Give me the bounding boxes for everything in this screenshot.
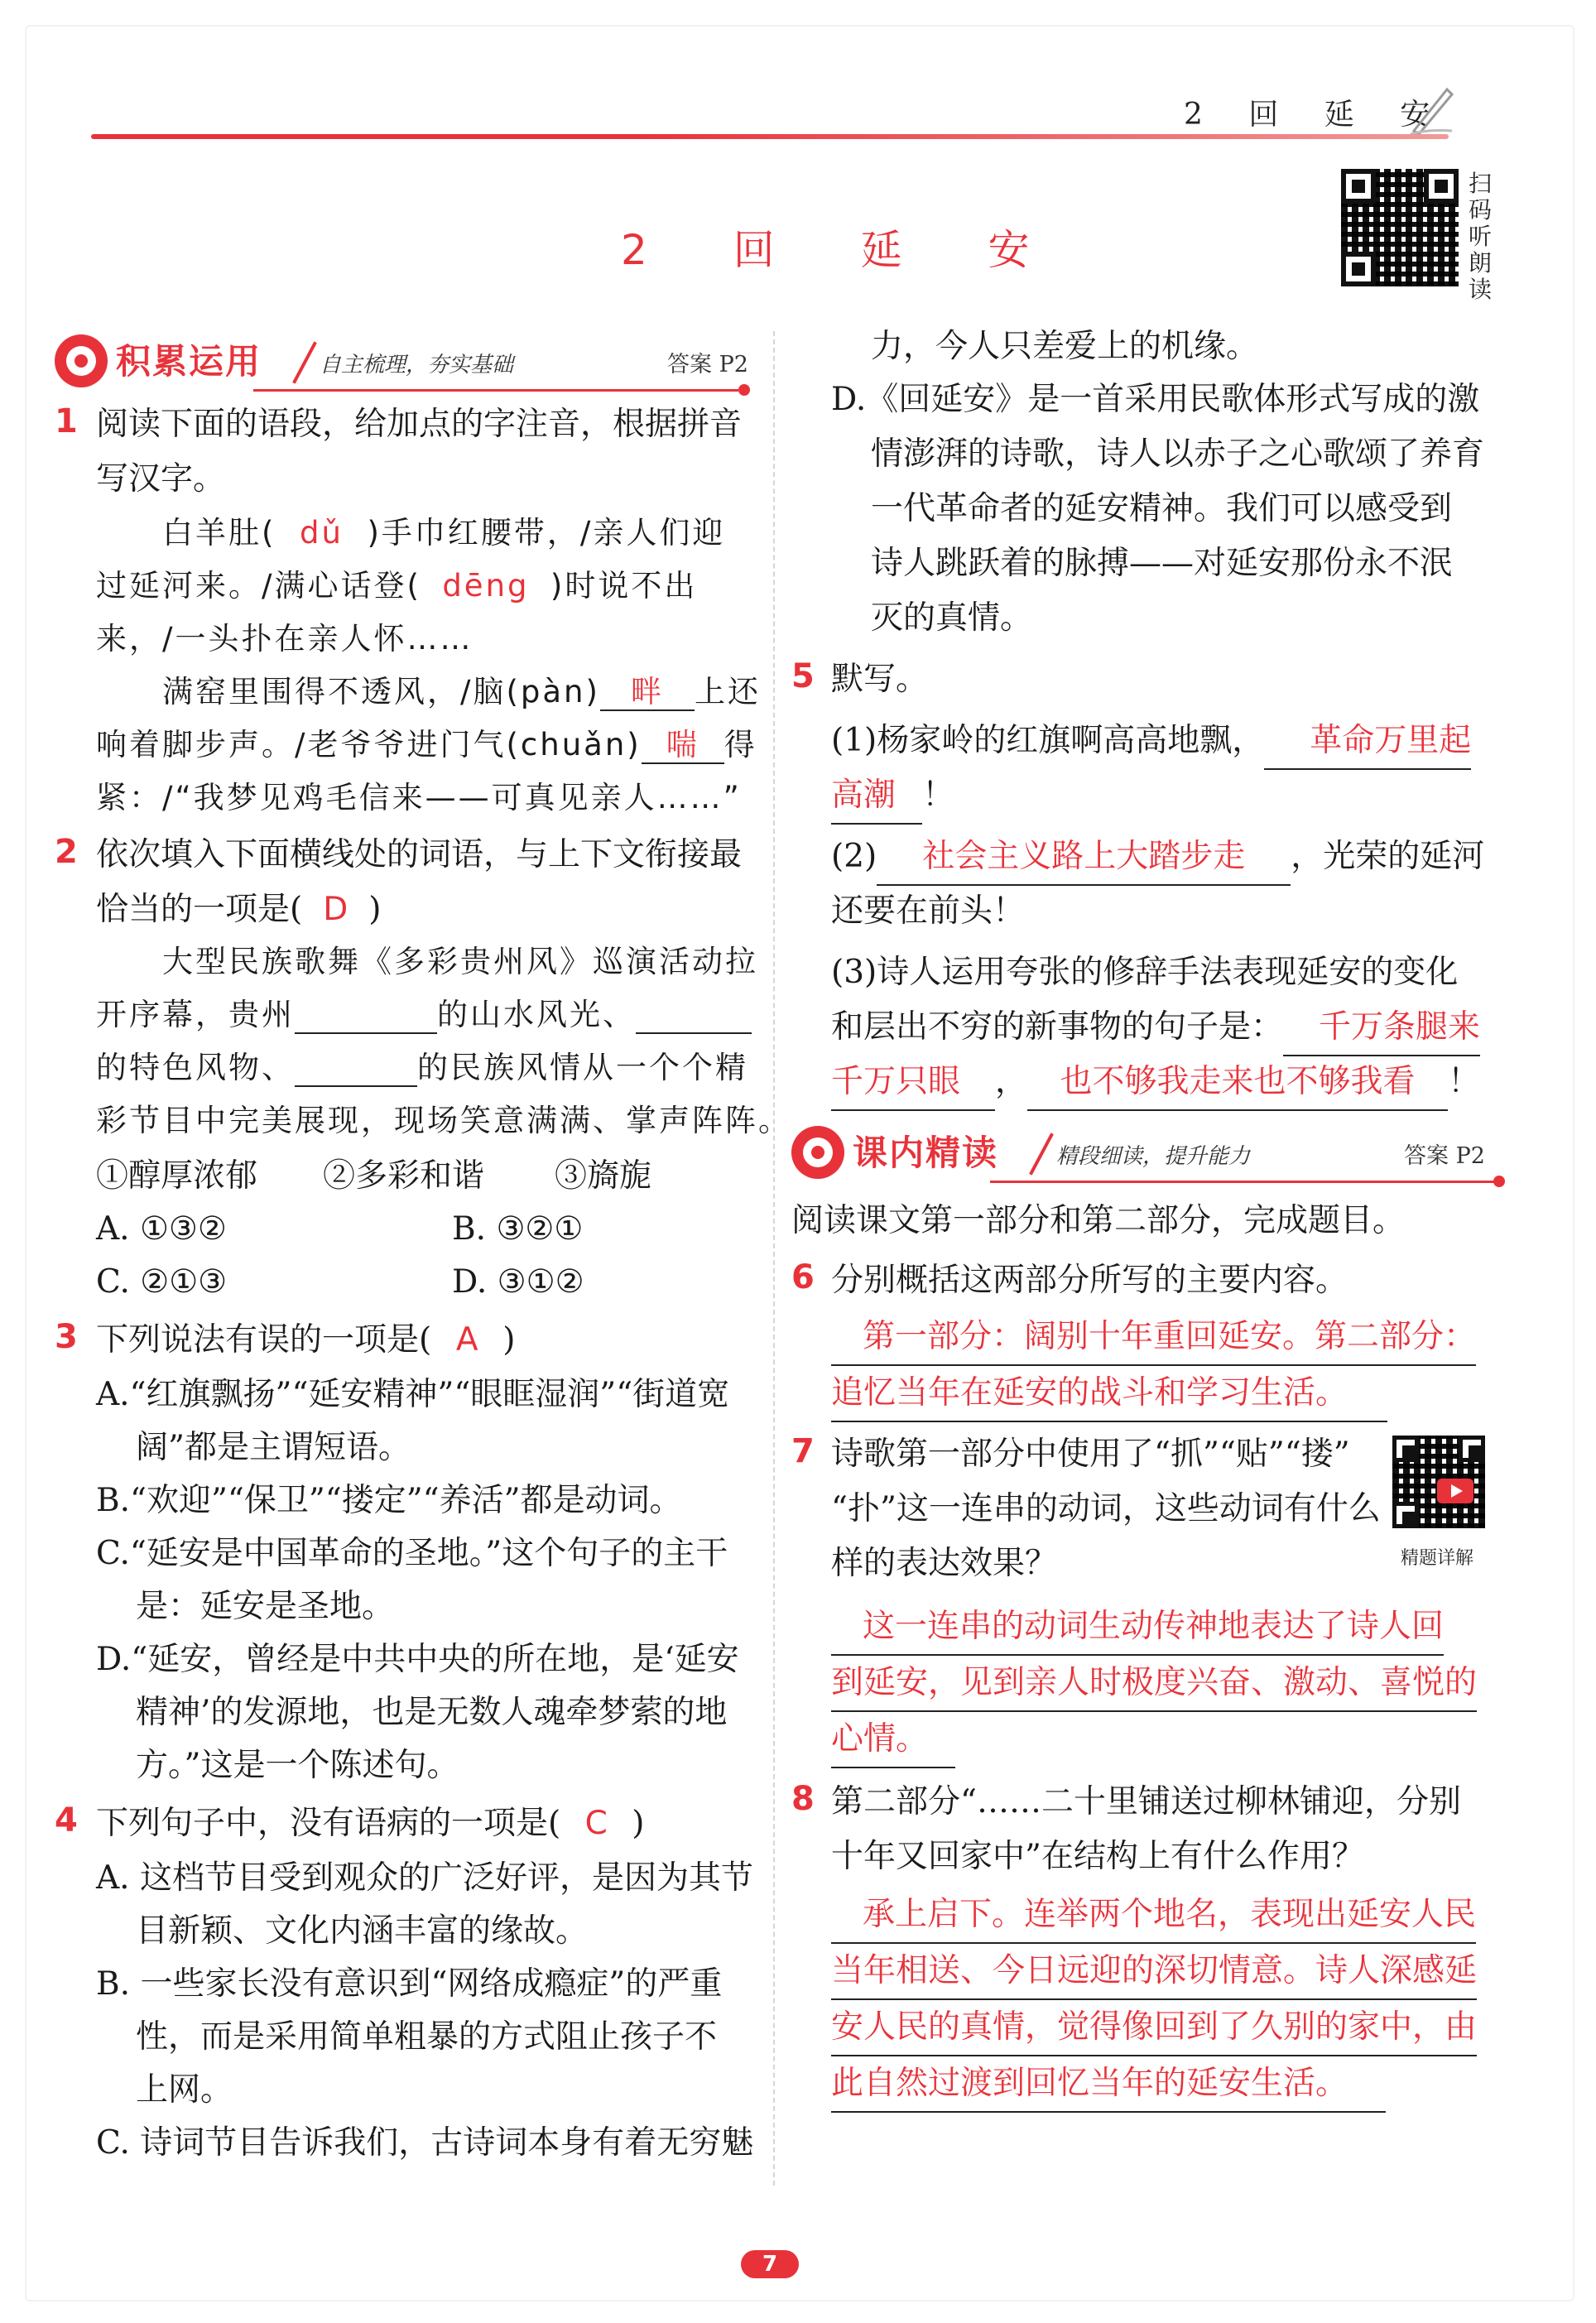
qr-caption: 扫码听朗读: [1469, 170, 1493, 303]
question-number: 1: [55, 402, 78, 440]
banner-dot: [1493, 1176, 1505, 1187]
q5-line: 还要在前头！: [831, 892, 1026, 930]
answer-choice: A: [455, 1321, 478, 1359]
word-option: ③旖旎: [555, 1157, 652, 1195]
word-option: ②多彩和谐: [323, 1157, 485, 1195]
section-name: 课内精读: [853, 1133, 999, 1173]
q1-stem-line: 写汉字。: [96, 460, 226, 498]
choice-option[interactable]: C. ②①③: [96, 1263, 228, 1301]
column-divider: [773, 331, 775, 2186]
answer-line: 当年相送、今日远迎的深切情意。诗人深感延: [831, 1944, 1477, 2000]
q8-stem-line: 十年又回家中”在结构上有什么作用？: [831, 1838, 1364, 1875]
answer-fill: 也不够我走来也不够我看: [1027, 1055, 1448, 1111]
q2-passage-line: 大型民族歌舞《多彩贵州风》巡演活动拉: [162, 944, 758, 979]
q1-passage-line: 过延河来。/满心话登( dēng )时说不出: [96, 560, 697, 613]
pen-icon: [1407, 83, 1457, 136]
q2-stem-line: 恰当的一项是( D ): [96, 883, 381, 937]
page-title: 2 回 延 安: [621, 226, 1066, 274]
answer-line: 安人民的真情，觉得像回到了久别的家中，由: [831, 2000, 1477, 2056]
choice-option: 力，今人只差爱上的机缘。: [871, 328, 1259, 365]
choice-option[interactable]: B. ③②①: [452, 1210, 584, 1248]
answer-char: 畔: [600, 676, 695, 711]
choice-option: 上网。: [136, 2071, 233, 2109]
q7-stem-line: “扑”这一连串的动词，这些动词有什么: [831, 1490, 1381, 1527]
choice-option: 目新颖、文化内涵丰富的缘故。: [136, 1912, 589, 1950]
choice-option: 是：延安是圣地。: [136, 1588, 395, 1625]
choice-option: 灭的真情。: [871, 599, 1033, 637]
question-number: 3: [55, 1318, 78, 1356]
answer-line: 追忆当年在延安的战斗和学习生活。: [831, 1366, 1387, 1422]
q1-passage-line: 来，/一头扑在亲人怀……: [96, 621, 474, 656]
choice-option: C.“延安是中国革命的圣地。”这个句子的主干: [96, 1535, 728, 1572]
choice-option: 阔”都是主谓短语。: [136, 1429, 411, 1466]
running-title: 2 回 延 安: [1184, 98, 1449, 132]
section-banner-kenei: [791, 1123, 1503, 1186]
answer-char: 喘: [642, 729, 724, 764]
choice-option: 一代革命者的延安精神。我们可以感受到: [871, 490, 1453, 527]
choice-option: B. 一些家长没有意识到“网络成瘾症”的严重: [96, 1965, 723, 2003]
choice-option: A.“红旗飘扬”“延安精神”“眼眶湿润”“街道宽: [96, 1376, 730, 1413]
answer-fill: 千万只眼: [831, 1055, 995, 1111]
header-rule: [91, 134, 1449, 139]
q2-passage-line: 的特色风物、 的民族风情从一个个精: [96, 1050, 748, 1085]
q5-stem: 默写。: [831, 661, 929, 698]
answer-line: 此自然过渡到回忆当年的延安生活。: [831, 2056, 1386, 2113]
q5-line: (1)杨家岭的红旗啊高高地飘， 革命万里起: [831, 714, 1471, 770]
section-name: 积累运用: [116, 341, 262, 382]
answer-line: 第一部分：阔别十年重回延安。第二部分：: [831, 1310, 1476, 1366]
answer-ref: 答案 P2: [667, 352, 748, 378]
answer-ref: 答案 P2: [1404, 1143, 1485, 1169]
q1-passage-line: 满窑里围得不透风，/脑(pàn) 畔 上还: [162, 674, 761, 709]
choice-option: D.“延安，曾经是中共中央的所在地，是‘延安: [96, 1641, 739, 1678]
choice-option[interactable]: D. ③①②: [452, 1263, 584, 1301]
choice-option: 方。”这是一个陈述句。: [136, 1747, 459, 1784]
q7-stem-line: 诗歌第一部分中使用了“抓”“贴”“搂”: [831, 1436, 1350, 1473]
answer-fill: 革命万里起: [1264, 714, 1471, 770]
question-number: 7: [791, 1432, 815, 1470]
q1-passage-line: 响着脚步声。/老爷爷进门气(chuǎn) 喘 得: [96, 727, 757, 762]
robot-icon: [791, 1126, 844, 1179]
choice-option: A. 这档节目受到观众的广泛好评，是因为其节: [96, 1859, 753, 1897]
q5-line: 高潮 ！: [831, 768, 954, 825]
q1-stem-line: 阅读下面的语段，给加点的字注音，根据拼音: [96, 406, 743, 443]
q5-line: (2) 社会主义路上大踏步走 ，光荣的延河: [831, 830, 1484, 886]
answer-fill: 社会主义路上大踏步走: [877, 830, 1291, 886]
q1-passage-line: 紧：/“我梦见鸡毛信来——可真见亲人……”: [96, 780, 742, 815]
banner-line: [990, 1181, 1495, 1183]
q2-stem-line: 依次填入下面横线处的词语，与上下文衔接最: [96, 836, 743, 873]
choice-option: C. 诗词节目告诉我们，古诗词本身有着无穷魅: [96, 2124, 754, 2162]
section-subtitle: 精段细读，提升能力: [1056, 1144, 1251, 1169]
question-number: 8: [791, 1780, 815, 1818]
answer-line: 心情。: [831, 1712, 955, 1768]
section-banner-jilei: [55, 331, 750, 394]
choice-option: 诗人跳跃着的脉搏——对延安那份永不泯: [871, 545, 1453, 582]
choice-option: 情澎湃的诗歌，诗人以赤子之心歌颂了养育: [871, 435, 1485, 473]
qr-code-icon[interactable]: [1341, 169, 1459, 286]
banner-slash: [1029, 1133, 1054, 1175]
question-number: 2: [55, 833, 78, 871]
banner-line: [253, 389, 738, 392]
qr-caption: 精题详解: [1401, 1548, 1474, 1569]
answer-line: 这一连串的动词生动传神地表达了诗人回: [831, 1599, 1444, 1656]
q8-stem-line: 第二部分“……二十里铺送过柳林铺迎，分别: [831, 1783, 1461, 1820]
q5-line: 千万只眼 ， 也不够我走来也不够我看 ！: [831, 1055, 1480, 1111]
choice-option: 性，而是采用简单粗暴的方式阻止孩子不: [136, 2018, 718, 2056]
q3-stem: 下列说法有误的一项是( A ): [96, 1313, 515, 1368]
answer-fill: 千万条腿来: [1283, 1000, 1480, 1056]
banner-slash: [292, 341, 317, 383]
choice-option[interactable]: A. ①③②: [96, 1210, 227, 1248]
answer-choice: C: [584, 1805, 608, 1842]
q7-stem-line: 样的表达效果？: [831, 1545, 1058, 1582]
answer-line: 承上启下。连举两个地名，表现出延安人民: [831, 1888, 1476, 1944]
q5-line: 和层出不穷的新事物的句子是： 千万条腿来: [831, 1000, 1480, 1056]
q5-line: (3)诗人运用夸张的修辞手法表现延安的变化: [831, 954, 1459, 991]
play-video-icon[interactable]: [1437, 1479, 1473, 1503]
answer-choice: D: [323, 891, 349, 928]
choice-option: D.《回延安》是一首采用民歌体形式写成的激: [831, 381, 1480, 418]
answer-line: 到延安，见到亲人时极度兴奋、激动、喜悦的: [831, 1656, 1477, 1712]
q2-passage-line: 开序幕，贵州 的山水风光、: [96, 988, 752, 1041]
reading-intro: 阅读课文第一部分和第二部分，完成题目。: [791, 1202, 1406, 1239]
q2-passage-line: 彩节目中完美展现，现场笑意满满、掌声阵阵。: [96, 1103, 791, 1138]
word-option: ①醇厚浓郁: [96, 1157, 258, 1195]
question-number: 5: [791, 657, 815, 695]
answer-pinyin: dǔ: [299, 515, 344, 551]
answer-fill: 高潮: [831, 768, 922, 825]
target-icon: [55, 334, 108, 387]
page-number: 7: [741, 2250, 799, 2278]
choice-option: 精神’的发源地，也是无数人魂牵梦萦的地: [136, 1694, 728, 1731]
q6-stem: 分别概括这两部分所写的主要内容。: [831, 1262, 1348, 1299]
choice-option: B.“欢迎”“保卫”“搂定”“养活”都是动词。: [96, 1482, 682, 1519]
banner-dot: [738, 384, 750, 396]
section-subtitle: 自主梳理，夯实基础: [320, 353, 514, 378]
question-number: 6: [791, 1258, 815, 1296]
q1-passage-line: 白羊肚( dǔ )手巾红腰带，/亲人们迎: [162, 507, 725, 560]
answer-pinyin: dēng: [442, 568, 530, 604]
q4-stem: 下列句子中，没有语病的一项是( C ): [96, 1796, 644, 1851]
question-number: 4: [55, 1801, 78, 1840]
